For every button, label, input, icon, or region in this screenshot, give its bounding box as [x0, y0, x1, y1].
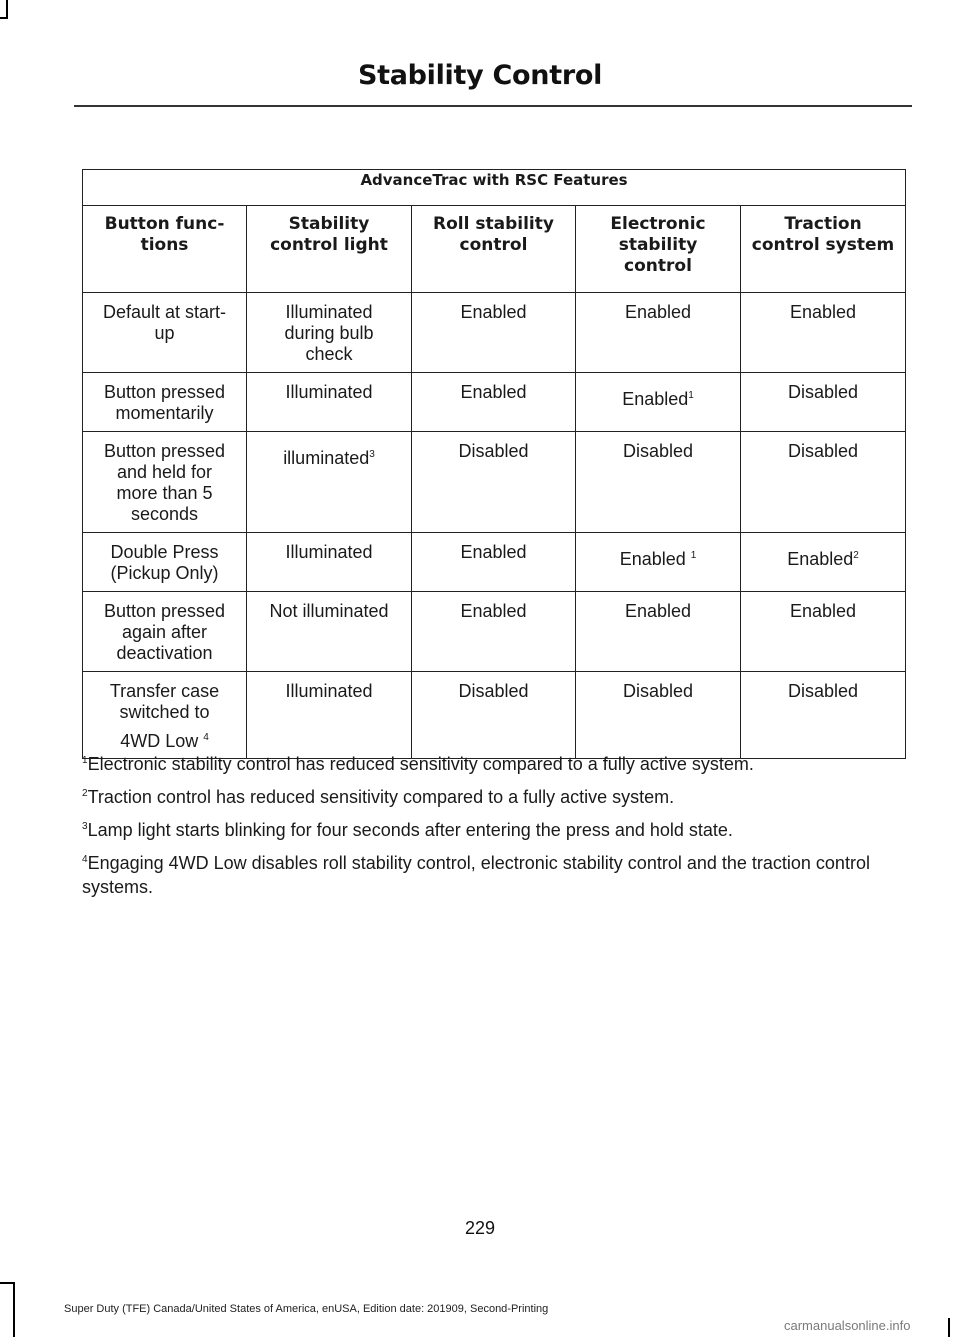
cell-tcs: Disabled: [741, 672, 906, 759]
footnote-ref: 2: [853, 550, 859, 561]
cell-esc: Enabled: [576, 293, 741, 373]
cell-tcs: Disabled: [741, 432, 906, 533]
cell-tcs: Enabled: [741, 592, 906, 672]
crop-mark-bottom-left: [13, 1282, 15, 1337]
cell-rsc: Disabled: [412, 672, 576, 759]
column-header-roll-stability-control: Roll stability control: [412, 206, 576, 293]
footnote: $^1$Electronic stability control has reduced sensitivity compared to a fully active system.: [82, 754, 754, 774]
cell-light: Not illuminated: [247, 592, 412, 672]
footnote-ref: 1: [688, 390, 694, 401]
cell-tcs: Enabled$^2$: [741, 533, 906, 592]
cell-esc: Enabled $^1$: [576, 533, 741, 592]
features-table: [82, 169, 906, 759]
column-header-traction-control-system: Traction control system: [741, 206, 906, 293]
cell-function: Default at start- up: [83, 293, 247, 373]
cell-function: Double Press (Pickup Only): [83, 533, 247, 592]
footnote: $^2$Traction control has reduced sensitivity compared to a fully active system.: [82, 787, 675, 807]
table-row: [83, 293, 906, 373]
cell-light: Illuminated: [247, 672, 412, 759]
column-header-button-functions: Button func- tions: [83, 206, 247, 293]
column-header-electronic-stability-control: Electronic stability control: [576, 206, 741, 293]
header-rule: [74, 105, 912, 107]
crop-mark-top-left-horizontal: [0, 17, 8, 19]
cell-tcs: Disabled: [741, 373, 906, 432]
table-row: [83, 672, 906, 759]
footnote-ref: 4: [203, 732, 209, 743]
watermark: carmanualsonline.info: [784, 1318, 911, 1333]
page-number: 229: [464, 1218, 496, 1238]
cell-esc: Disabled: [576, 432, 741, 533]
cell-function: Button pressed again after deactivation: [83, 592, 247, 672]
cell-light: illuminated$^3$: [247, 432, 412, 533]
cell-rsc: Enabled: [412, 373, 576, 432]
table-row: [83, 373, 906, 432]
cell-function: Button pressed and held for more than 5 seconds: [83, 432, 247, 533]
page-title: Stability Control: [357, 60, 603, 91]
cell-rsc: Enabled: [412, 592, 576, 672]
table-row: [83, 533, 906, 592]
cell-esc: Enabled: [576, 592, 741, 672]
footnote-ref: 1: [690, 550, 697, 561]
cell-tcs: Enabled: [741, 293, 906, 373]
footnote-ref: 3: [369, 449, 375, 460]
cell-esc: Enabled$^1$: [576, 373, 741, 432]
table-caption: AdvanceTrac with RSC Features: [83, 170, 906, 206]
cell-rsc: Disabled: [412, 432, 576, 533]
cell-function: Button pressed momentarily: [83, 373, 247, 432]
table-row: [83, 432, 906, 533]
footnotes: [82, 752, 902, 908]
crop-mark-bottom-right: [948, 1318, 950, 1337]
cell-light: Illuminated: [247, 533, 412, 592]
column-header-stability-control-light: Stability control light: [247, 206, 412, 293]
cell-function: Transfer case switched to 4WD Low $^4$: [83, 672, 247, 759]
cell-light: Illuminated: [247, 373, 412, 432]
footnote: $^4$Engaging 4WD Low disables roll stability control, electronic stability control and the traction control systems.: [82, 853, 870, 897]
cell-rsc: Enabled: [412, 293, 576, 373]
cell-rsc: Enabled: [412, 533, 576, 592]
edition-footer: Super Duty (TFE) Canada/United States of America, enUSA, Edition date: 201909, Second-Printing: [64, 1303, 549, 1315]
footnote: $^3$Lamp light starts blinking for four seconds after entering the press and hold state.: [82, 820, 733, 840]
cell-light: Illuminated during bulb check: [247, 293, 412, 373]
cell-esc: Disabled: [576, 672, 741, 759]
crop-mark-top-left: [6, 0, 8, 18]
table-row: [83, 592, 906, 672]
crop-mark-bottom-left-horizontal: [0, 1282, 14, 1284]
